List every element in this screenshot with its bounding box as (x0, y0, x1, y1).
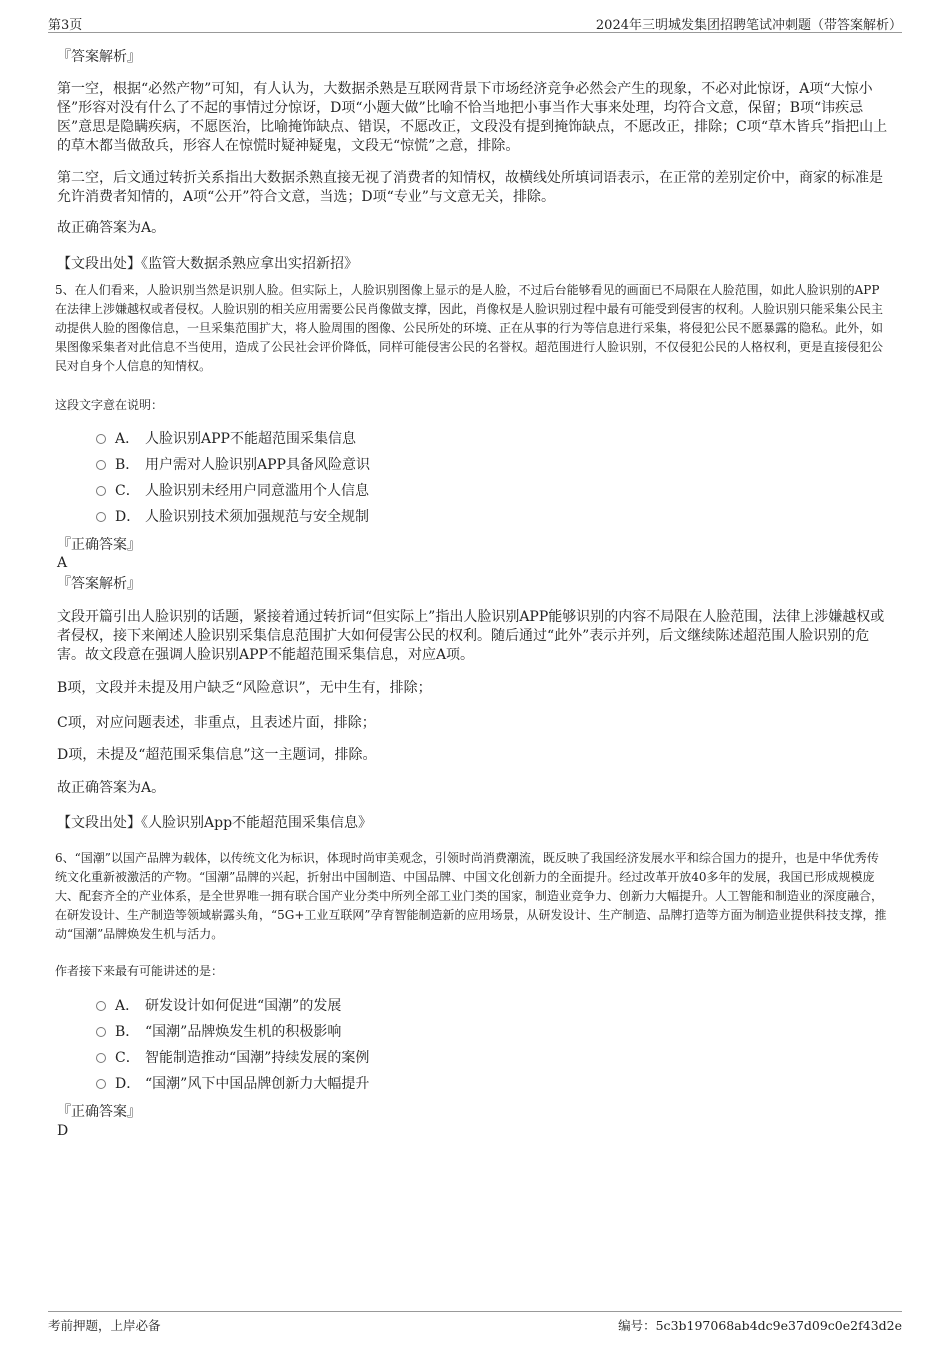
radio-icon[interactable] (96, 486, 106, 496)
q5-note-c: C项，对应问题表述，非重点，且表述片面，排除； (57, 715, 376, 731)
q5-option-c[interactable]: C． 人脸识别未经用户同意滥用个人信息 (96, 482, 369, 500)
page-header (48, 10, 902, 33)
q4-source: 【文段出处】《监管大数据杀熟应拿出实招新招》 (57, 256, 358, 272)
q5-analysis-title: 『答案解析』 (57, 576, 141, 592)
q6-option-d[interactable]: D． “国潮”风下中国品牌创新力大幅提升 (96, 1075, 369, 1093)
q6-answer-title: 『正确答案』 (57, 1104, 141, 1120)
radio-icon[interactable] (96, 1001, 106, 1011)
q6-option-c[interactable]: C． 智能制造推动“国潮”持续发展的案例 (96, 1049, 369, 1067)
q6-answer: D (57, 1123, 69, 1139)
q5-answer: A (57, 555, 68, 571)
q5-prompt: 这段文字意在说明： (55, 398, 164, 412)
q4-analysis-para1: 第一空，根据“必然产物”可知，有人认为，大数据杀熟是互联网背景下市场经济竞争必然会产生的现象，不必对此惊讶，A项“大惊小怪”形容对没有什么了不起的事情过分惊讶，D项“小题大做”比喻不恰当地把小事当作大事来处理，均符合文意，保留；B项“讳疾忌医”意思是隐瞒疾病，不愿医治，比喻掩饰缺点、错误，不愿改正，文段没有提到掩饰缺点，不愿改正，排除；C项“草木皆兵”指把山上的草木都当做敌兵，形容人在惊慌时疑神疑鬼，文段无“惊慌”之意，排除。 (57, 81, 888, 154)
q5-stem: 5、在人们看来，人脸识别当然是识别人脸。但实际上，人脸识别图像上显示的是人脸，不过后台能够看见的画面已不局限在人脸范围，如此人脸识别的APP在法律上涉嫌越权或者侵权。人脸识别的相关应用需要公民肖像做支撑，因此，肖像权是人脸识别过程中最有可能受到侵害的权利。人脸识别只能采集公民主动提供人脸的图像信息，一旦采集范围扩大，将人脸周围的图像、公民所处的环境、正在从事的行为等信息进行采集，将侵犯公民不愿暴露的隐私。此外，如果图像采集者对此信息不当使用，造成了公民社会评价降低，同样可能侵害公民的名誉权。超范围进行人脸识别，不仅侵犯公民的人格权利，更是直接侵犯公民对自身个人信息的知情权。 (55, 283, 884, 373)
q4-analysis-title: 『答案解析』 (57, 49, 141, 65)
radio-icon[interactable] (96, 1079, 106, 1089)
document-id: 编号：5c3b197068ab4dc9e37d09c0e2f43d2e (618, 1318, 902, 1333)
q4-conclusion: 故正确答案为A。 (57, 220, 166, 236)
q6-prompt: 作者接下来最有可能讲述的是： (55, 964, 224, 978)
page-number: 第3页 (48, 18, 83, 33)
q4-analysis-para2: 第二空，后文通过转折关系指出大数据杀熟直接无视了消费者的知情权，故横线处所填词语表示，在正常的差别定价中，商家的标准是允许消费者知情的，A项“公开”符合文意，当选；D项“专业”与文意无关，排除。 (57, 170, 883, 205)
q5-option-a[interactable]: A． 人脸识别APP不能超范围采集信息 (96, 430, 356, 448)
q5-note-d: D项，未提及“超范围采集信息”这一主题词，排除。 (57, 747, 377, 763)
radio-icon[interactable] (96, 434, 106, 444)
q6-option-a[interactable]: A． 研发设计如何促进“国潮”的发展 (96, 997, 341, 1015)
q6-option-b[interactable]: B． “国潮”品牌焕发生机的积极影响 (96, 1023, 341, 1041)
q5-option-b[interactable]: B． 用户需对人脸识别APP具备风险意识 (96, 456, 370, 474)
radio-icon[interactable] (96, 460, 106, 470)
radio-icon[interactable] (96, 1053, 106, 1063)
q5-analysis: 文段开篇引出人脸识别的话题，紧接着通过转折词“但实际上”指出人脸识别APP能够识别的内容不局限在人脸范围，法律上涉嫌越权或者侵权，接下来阐述人脸识别采集信息范围扩大如何侵害公民的权利。随后通过“此外”表示并列，后文继续陈述超范围人脸识别的危害。故文段意在强调人脸识别APP不能超范围采集信息，对应A项。 (57, 609, 885, 663)
q5-conclusion: 故正确答案为A。 (57, 780, 166, 796)
radio-icon[interactable] (96, 1027, 106, 1037)
radio-icon[interactable] (96, 512, 106, 522)
footer-slogan: 考前押题，上岸必备 (48, 1318, 161, 1333)
q5-option-d[interactable]: D． 人脸识别技术须加强规范与安全规制 (96, 508, 369, 526)
page-footer (48, 1311, 902, 1336)
document-title: 2024年三明城发集团招聘笔试冲刺题（带答案解析） (595, 18, 902, 33)
q5-answer-title: 『正确答案』 (57, 537, 141, 553)
q5-source: 【文段出处】《人脸识别App不能超范围采集信息》 (57, 815, 373, 831)
q5-note-b: B项，文段并未提及用户缺乏“风险意识”，无中生有，排除； (57, 680, 432, 696)
q6-stem: 6、“国潮”以国产品牌为载体，以传统文化为标识，体现时尚审美观念，引领时尚消费潮流，既反映了我国经济发展水平和综合国力的提升，也是中华优秀传统文化重新被激活的产物。“国潮”品牌的兴起，折射出中国制造、中国品牌、中国文化创新力的全面提升。经过改革开放40多年的发展，我国已形成规模庞大、配套齐全的产业体系，是全世界唯一拥有联合国产业分类中所列全部工业门类的国家，制造业竞争力、创新力大幅提升。人工智能和制造业的深度融合，在研发设计、生产制造等领域崭露头角，“5G+工业互联网”孕育智能制造新的应用场景，从研发设计、生产制造、品牌打造等方面为制造业提供科技支撑，推动“国潮”品牌焕发生机与活力。 (55, 851, 887, 941)
